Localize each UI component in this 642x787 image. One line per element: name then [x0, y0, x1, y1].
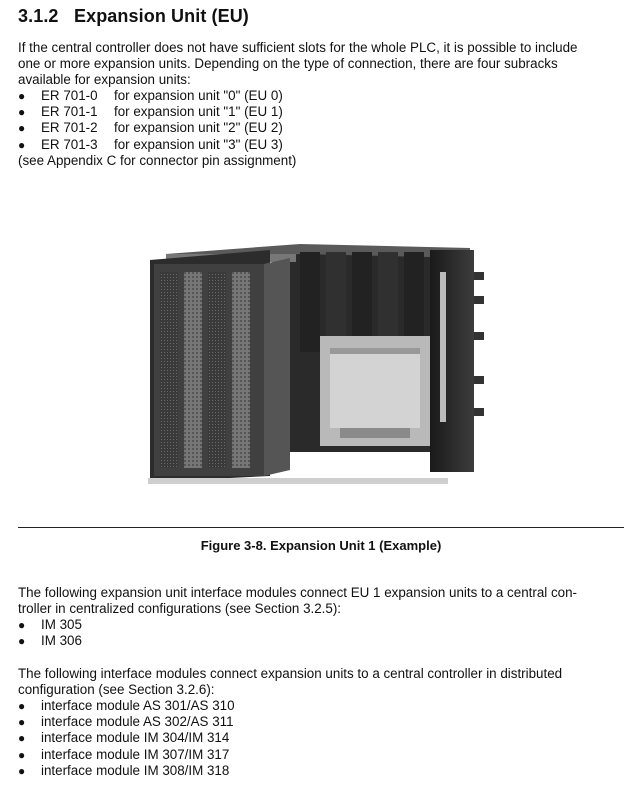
- paragraph-line: configuration (see Section 3.2.6):: [18, 682, 215, 698]
- bullet-icon: ●: [18, 105, 26, 120]
- bullet-icon: ●: [18, 618, 26, 632]
- bullet-icon: ●: [18, 763, 26, 778]
- list-item: ● IM 305: [18, 617, 82, 632]
- bullet-icon: ●: [18, 121, 26, 136]
- list-item: ● interface module IM 308/IM 318: [18, 762, 230, 778]
- paragraph-line: troller in centralized configurations (see Section 3.2.5):: [18, 601, 342, 617]
- bullet-icon: ●: [18, 137, 26, 152]
- subrack-list: [18, 88, 296, 169]
- appendix-note: (see Appendix C for connector pin assignment): [18, 152, 297, 168]
- distributed-list: [18, 698, 235, 779]
- paragraph-line: The following expansion unit interface modules connect EU 1 expansion units to a central con-: [18, 585, 578, 600]
- distributed-paragraph: [18, 666, 624, 698]
- bullet-icon: ●: [18, 699, 26, 713]
- intro-line: available for expansion units:: [18, 72, 191, 88]
- paragraph-line: The following interface modules connect expansion units to a central controller in distributed: [18, 666, 563, 681]
- intro-line: If the central controller does not have sufficient slots for the whole PLC, it is possible to include: [18, 40, 578, 55]
- section-number: 3.1.2: [18, 6, 59, 26]
- figure-caption: Figure 3-8. Expansion Unit 1 (Example): [200, 538, 442, 553]
- bullet-icon: ●: [18, 731, 26, 746]
- intro-line: one or more expansion units. Depending on the type of connection, there are four subracks: [18, 56, 558, 72]
- list-item: ● IM 306: [18, 633, 82, 649]
- list-item: ● ER 701-1 for expansion unit "1" (EU 1): [18, 104, 283, 120]
- list-item: ● ER 701-0 for expansion unit "0" (EU 0): [18, 88, 283, 103]
- bullet-icon: ●: [18, 747, 26, 762]
- intro-paragraph: [18, 40, 624, 89]
- list-item: ● interface module IM 307/IM 317: [18, 746, 230, 762]
- centralized-paragraph: [18, 585, 624, 617]
- list-item: ● interface module AS 302/AS 311: [18, 714, 234, 730]
- list-item: ● interface module IM 304/IM 314: [18, 730, 230, 746]
- figure-divider: [18, 527, 624, 528]
- section-heading: [18, 6, 249, 27]
- list-item: ● ER 701-3 for expansion unit "3" (EU 3): [18, 136, 283, 152]
- list-item: ● interface module AS 301/AS 310: [18, 698, 235, 713]
- bullet-icon: ●: [18, 634, 26, 649]
- bullet-icon: ●: [18, 715, 26, 730]
- bullet-icon: ●: [18, 89, 26, 103]
- list-item: ● ER 701-2 for expansion unit "2" (EU 2): [18, 120, 283, 136]
- centralized-list: [18, 617, 82, 649]
- section-title: Expansion Unit (EU): [74, 6, 249, 26]
- expansion-unit-photo: [140, 232, 500, 490]
